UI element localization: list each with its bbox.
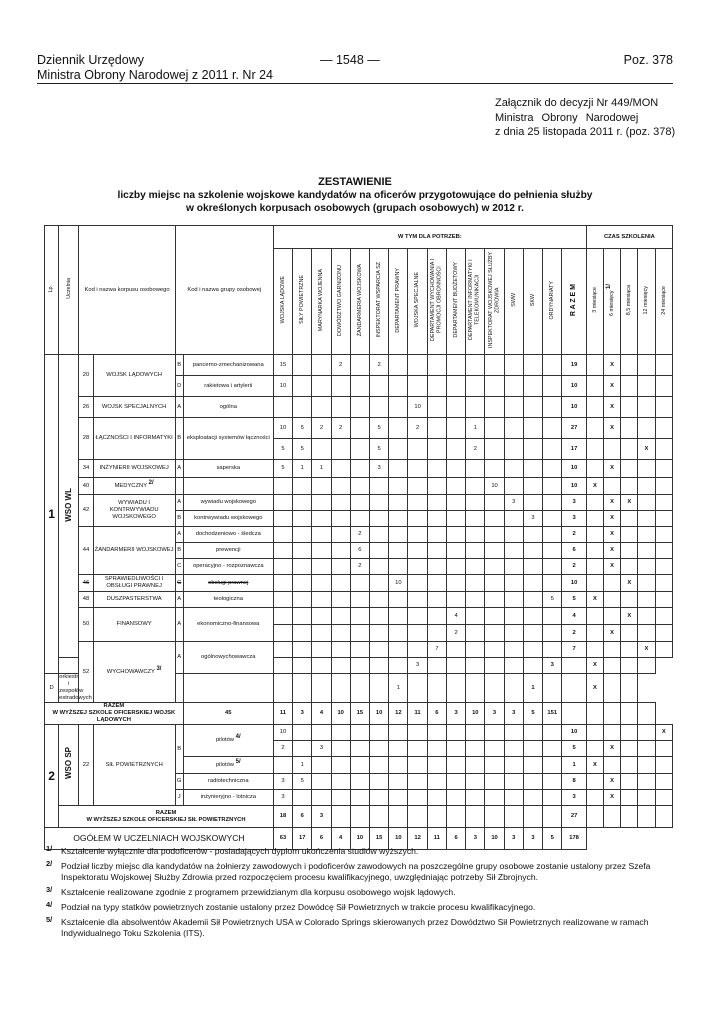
footnote: 1/ Kształcenie wyłącznie dla podoficerów - posiadających dyplom ukończenia studiów wyższych. bbox=[46, 844, 419, 856]
annex-line-2: Ministra Obrony Narodowej bbox=[495, 111, 639, 124]
x-mark: X bbox=[586, 757, 603, 774]
korpus-name: ŻANDARMERII WOJSKOWEJ bbox=[93, 527, 175, 575]
x-mark: X bbox=[603, 741, 620, 757]
row-total: 10 bbox=[562, 575, 586, 592]
header-w-tym: W TYM DLA POTRZEB: bbox=[273, 226, 586, 249]
row-total: 8 bbox=[562, 774, 586, 790]
korpus-code: 34 bbox=[79, 460, 93, 478]
cell-value: 10 bbox=[273, 725, 292, 741]
group-code: D bbox=[45, 674, 59, 703]
group-code: D bbox=[175, 376, 183, 397]
x-mark: X bbox=[603, 355, 620, 376]
subtotal-value: 4 bbox=[312, 703, 331, 725]
row-total: 2 bbox=[562, 625, 586, 642]
subtotal-value: 10 bbox=[331, 703, 350, 725]
cell-value: 1 bbox=[293, 757, 312, 774]
group-code: C bbox=[175, 559, 183, 575]
subtotal-label: RAZEM W WYŻSZEJ SZKOLE OFICERSKIEJ WOJSK LĄDOWYCH bbox=[45, 703, 184, 725]
cell-value: 2 bbox=[331, 418, 350, 439]
x-mark: X bbox=[603, 543, 620, 559]
x-mark: X bbox=[603, 495, 620, 511]
group-name: pilotów 4/ bbox=[183, 725, 273, 757]
header-grupa: Kod i nazwa grupy osobowej bbox=[175, 226, 273, 355]
cell-value: 2 bbox=[350, 559, 369, 575]
need-header: MARYNARKA WOJENNA bbox=[312, 249, 331, 355]
need-header: DEPARTAMENT BUDŻETOWY bbox=[446, 249, 465, 355]
table-row bbox=[45, 397, 673, 418]
need-header: ORDYNARIATY bbox=[543, 249, 562, 355]
row-total: 6 bbox=[562, 543, 586, 559]
group-name: ogólnowychowawcza bbox=[183, 642, 273, 674]
cell-value: 2 bbox=[466, 439, 485, 460]
subtotal-total: 27 bbox=[562, 806, 586, 828]
korpus-code: 44 bbox=[79, 527, 93, 575]
table-row bbox=[45, 478, 673, 495]
cell-value: 2 bbox=[446, 625, 465, 642]
subtotal-value: 10 bbox=[370, 703, 389, 725]
x-mark: X bbox=[603, 625, 620, 642]
row-total: 3 bbox=[562, 495, 586, 511]
subtotal-value: 6 bbox=[293, 806, 312, 828]
subtotal-value: 3 bbox=[504, 703, 523, 725]
row-total: 3 bbox=[562, 790, 586, 806]
row-total: 10 bbox=[562, 376, 586, 397]
korpus-code: 20 bbox=[79, 355, 93, 397]
cell-value: 2 bbox=[273, 741, 292, 757]
grand-total-label: OGÓŁEM W UCZELNIACH WOJSKOWYCH bbox=[45, 828, 274, 850]
cell-value: 3 bbox=[370, 460, 389, 478]
need-header: DEPARTAMENT INFORMATYKI I TELEKOMUNIKACJI bbox=[466, 249, 485, 355]
table-row bbox=[45, 575, 673, 592]
total-value: 11 bbox=[427, 828, 446, 850]
table-row bbox=[45, 460, 673, 478]
x-mark: X bbox=[621, 608, 638, 625]
header-lp: Lp. bbox=[45, 226, 59, 355]
x-mark: X bbox=[603, 460, 620, 478]
subtotal-value: 15 bbox=[350, 703, 369, 725]
korpus-code: 28 bbox=[79, 418, 93, 460]
korpus-code: 22 bbox=[79, 725, 93, 806]
cell-value: 3 bbox=[273, 790, 292, 806]
uni-wso-sp: WSO SP bbox=[59, 725, 79, 806]
row-total: 19 bbox=[562, 355, 586, 376]
group-code: B bbox=[175, 543, 183, 559]
duration-header: 8,5 miesiąca bbox=[621, 249, 638, 355]
header-czas: CZAS SZKOLENIA bbox=[586, 226, 672, 249]
group-code: G bbox=[175, 774, 183, 790]
row-total: 10 bbox=[562, 460, 586, 478]
subtotal-value: 3 bbox=[312, 806, 331, 828]
x-mark: X bbox=[603, 527, 620, 543]
korpus-code: 46 bbox=[79, 575, 93, 592]
group-name: radiotechniczna bbox=[183, 774, 273, 790]
korpus-name: WYWIADU I KONTRWYWIADU WOJSKOWEGO bbox=[93, 495, 175, 527]
duration-header: 24 miesiące bbox=[655, 249, 672, 355]
annex-line-3: z dnia 25 listopada 2011 r. (poz. 378) bbox=[495, 126, 676, 139]
total-value: 17 bbox=[293, 828, 312, 850]
footnote: 2/ Podział liczby miejsc dla kandydatów na żołnierzy zawodowych i podoficerów zawodowych na poszczególne grupy osobowe zostanie ustalony przez Szefa Inspektoratu Wojskowej Służby Zdrowia przed rozpoczęciem procesu kwalifikacyjnego, uwzględniając potrzeby Sił Zbrojnych. bbox=[46, 859, 651, 882]
table-row bbox=[45, 592, 673, 608]
korpus-name: MEDYCZNY 2/ bbox=[93, 478, 175, 495]
total-value: 3 bbox=[523, 828, 542, 850]
cell-value: 5 bbox=[293, 439, 312, 460]
group-name: orkiestr i zespołów estradowych bbox=[59, 674, 92, 701]
group-name: operacyjno - rozpoznawcza bbox=[183, 559, 273, 575]
group-name: inżynieryjno - lotnicza bbox=[183, 790, 273, 806]
group-code: B bbox=[175, 418, 183, 460]
row-total: 10 bbox=[562, 397, 586, 418]
total-value: 5 bbox=[543, 828, 562, 850]
cell-value: 5 bbox=[273, 460, 292, 478]
x-mark: X bbox=[603, 418, 620, 439]
group-name: wywiadu wojskowego bbox=[183, 495, 273, 511]
cell-value: 15 bbox=[273, 355, 292, 376]
x-mark: X bbox=[586, 478, 603, 495]
need-header: INSPEKTORAT WSPARCIA SZ bbox=[370, 249, 389, 355]
cell-value: 6 bbox=[350, 543, 369, 559]
total-value: 10 bbox=[350, 828, 369, 850]
total-value: 15 bbox=[370, 828, 389, 850]
row-total: 3 bbox=[562, 511, 586, 527]
cell-value: 5 bbox=[293, 418, 312, 439]
subtotal-total: 151 bbox=[543, 703, 562, 725]
title-sub-2: w określonych korpusach osobowych (grupach osobowych) w 2012 r. bbox=[186, 203, 524, 214]
header-korpus: Kod i nazwa korpusu osobowego bbox=[79, 226, 175, 355]
cell-value: 3 bbox=[504, 495, 523, 511]
group-name: teologiczna bbox=[183, 592, 273, 608]
cell-value: 10 bbox=[389, 575, 408, 592]
korpus-name: FINANSOWY bbox=[93, 608, 175, 642]
duration-header: 3 miesiące bbox=[586, 249, 603, 355]
table-row bbox=[45, 527, 673, 543]
document-title bbox=[37, 176, 673, 215]
x-mark: X bbox=[586, 658, 603, 674]
allocation-table bbox=[44, 225, 673, 850]
subtotal-value: 3 bbox=[485, 703, 504, 725]
row-total: 7 bbox=[562, 642, 586, 658]
title-sub-1: liczby miejsc na szkolenie wojskowe kandydatów na oficerów przygotowujące do pełnienia służby bbox=[117, 190, 593, 201]
subtotal-value: 11 bbox=[408, 703, 427, 725]
need-header: DEPARTAMENT WYCHOWANIA I PROMOCJI OBRONNOŚCI bbox=[427, 249, 446, 355]
total-value: 63 bbox=[273, 828, 292, 850]
group-code: A bbox=[175, 608, 183, 642]
cell-value: 10 bbox=[408, 397, 427, 418]
duration-header: 6 miesięcy 1/ bbox=[603, 249, 620, 355]
group-code: A bbox=[175, 642, 183, 674]
need-header: SKW bbox=[523, 249, 542, 355]
page-number: — 1548 — bbox=[320, 53, 380, 67]
row-total: 1 bbox=[523, 674, 542, 703]
subtotal-value: 3 bbox=[446, 703, 465, 725]
journal-line-2: Ministra Obrony Narodowej z 2011 r. Nr 24 bbox=[37, 68, 273, 82]
subtotal-value: 12 bbox=[389, 703, 408, 725]
cell-value: 2 bbox=[370, 355, 389, 376]
x-mark: X bbox=[603, 511, 620, 527]
cell-value: 3 bbox=[273, 774, 292, 790]
x-mark: X bbox=[586, 592, 603, 608]
subtotal-value: 45 bbox=[183, 703, 273, 725]
group-name: rakietowa i artylerii bbox=[183, 376, 273, 397]
group-code: A bbox=[175, 460, 183, 478]
row-total: 2 bbox=[562, 527, 586, 543]
total-value: 6 bbox=[312, 828, 331, 850]
x-mark: X bbox=[603, 397, 620, 418]
group-code: A bbox=[175, 397, 183, 418]
table-row bbox=[45, 355, 673, 376]
korpus-code: 42 bbox=[79, 495, 93, 527]
total-value: 3 bbox=[504, 828, 523, 850]
row-total: 10 bbox=[562, 478, 586, 495]
row-total: 10 bbox=[562, 725, 586, 741]
korpus-code: 52 bbox=[79, 642, 93, 703]
lp-1: 1 bbox=[45, 355, 59, 674]
korpus-name: INŻYNIERII WOJSKOWEJ bbox=[93, 460, 175, 478]
korpus-name: SIŁ POWIETRZNYCH bbox=[93, 725, 175, 806]
group-name: dochodzeniowo - śledcza bbox=[183, 527, 273, 543]
group-name: saperska bbox=[183, 460, 273, 478]
korpus-code: 50 bbox=[79, 608, 93, 642]
korpus-name: WOJSK SPECJALNYCH bbox=[93, 397, 175, 418]
group-name: ekonomiczno-finansowa bbox=[183, 608, 273, 642]
subtotal-value: 6 bbox=[427, 703, 446, 725]
korpus-code: 40 bbox=[79, 478, 93, 495]
group-code: B bbox=[175, 355, 183, 376]
need-header: ŻANDARMERIA WOJSKOWA bbox=[350, 249, 369, 355]
subtotal-label: RAZEM W WYŻSZEJ SZKOLE OFICERSKIEJ SIŁ POWIETRZNYCH bbox=[59, 806, 274, 828]
group-name: kontrwywiadu wojskowego bbox=[183, 511, 273, 527]
x-mark: X bbox=[603, 376, 620, 397]
x-mark: X bbox=[603, 774, 620, 790]
table-row bbox=[45, 495, 673, 511]
group-code: B bbox=[175, 511, 183, 527]
cell-value: 1 bbox=[293, 460, 312, 478]
x-mark: X bbox=[638, 439, 655, 460]
annex-block bbox=[495, 96, 675, 140]
cell-value: 5 bbox=[370, 418, 389, 439]
subtotal-value: 3 bbox=[293, 703, 312, 725]
table-row bbox=[45, 642, 673, 658]
row-total: 5 bbox=[562, 592, 586, 608]
korpus-name: DUSZPASTERSTWA bbox=[93, 592, 175, 608]
table-row bbox=[45, 725, 673, 741]
group-name: prewencji bbox=[183, 543, 273, 559]
header-rule bbox=[37, 83, 673, 84]
total-value: 12 bbox=[408, 828, 427, 850]
footnote: 4/ Podział na typy statków powietrznych zostanie ustalony przez Dowódcę Sił Powietrznych w trakcie procesu kwalifikacyjnego. bbox=[46, 900, 536, 912]
row-total: 17 bbox=[562, 439, 586, 460]
cell-value: 10 bbox=[273, 418, 292, 439]
row-total: 3 bbox=[543, 658, 562, 674]
cell-value: 4 bbox=[446, 608, 465, 625]
x-mark: X bbox=[586, 674, 603, 703]
cell-value: 5 bbox=[370, 439, 389, 460]
cell-value: 10 bbox=[273, 376, 292, 397]
group-code: A bbox=[175, 527, 183, 543]
cell-value: 2 bbox=[312, 418, 331, 439]
group-name: eksploatacji systemów łączności bbox=[183, 418, 273, 460]
cell-value: 2 bbox=[408, 418, 427, 439]
group-code: B bbox=[175, 725, 183, 774]
x-mark: X bbox=[621, 495, 638, 511]
subtotal-value: 11 bbox=[273, 703, 292, 725]
total-value: 4 bbox=[331, 828, 350, 850]
row-total: 1 bbox=[562, 757, 586, 774]
row-total: 5 bbox=[562, 741, 586, 757]
group-name: obsługi prawnej bbox=[183, 575, 273, 592]
row-total: 27 bbox=[562, 418, 586, 439]
korpus-name: SPRAWIEDLIWOŚCI I OBSŁUGI PRAWNEJ bbox=[93, 575, 175, 592]
cell-value: 10 bbox=[485, 478, 504, 495]
need-header: WOJSKA SPECJALNE bbox=[408, 249, 427, 355]
cell-value: 3 bbox=[408, 658, 427, 674]
cell-value: 3 bbox=[523, 511, 542, 527]
header-uczelnia: Uczelnia bbox=[59, 226, 79, 355]
group-code: A bbox=[175, 495, 183, 511]
journal-line-1: Dziennik Urzędowy bbox=[37, 53, 144, 67]
group-name: ogólna bbox=[183, 397, 273, 418]
lp-2: 2 bbox=[45, 725, 59, 828]
cell-value: 1 bbox=[389, 674, 408, 703]
cell-value: 1 bbox=[466, 418, 485, 439]
row-total: 2 bbox=[562, 559, 586, 575]
razem-header: R A Z E M bbox=[562, 249, 586, 355]
need-header: WOJSKA LĄDOWE bbox=[273, 249, 292, 355]
need-header: INSPEKTORAT WOJSKOWEJ SŁUŻBY ZDROWIA bbox=[485, 249, 504, 355]
x-mark: X bbox=[655, 725, 672, 741]
total-value: 10 bbox=[485, 828, 504, 850]
korpus-name: WOJSK LĄDOWYCH bbox=[93, 355, 175, 397]
group-code: A bbox=[175, 592, 183, 608]
korpus-name: ŁĄCZNOŚCI I INFORMATYKI bbox=[93, 418, 175, 460]
footnote: 3/ Kształcenie realizowane zgodnie z programem przewidzianym dla korpusu osobowego wojsk lądowych. bbox=[46, 885, 456, 897]
subtotal-value: 18 bbox=[273, 806, 292, 828]
x-mark: X bbox=[603, 790, 620, 806]
journal-title bbox=[37, 53, 273, 83]
korpus-code: 48 bbox=[79, 592, 93, 608]
x-mark: X bbox=[638, 642, 655, 658]
total-value: 6 bbox=[446, 828, 465, 850]
position-number: Poz. 378 bbox=[623, 53, 673, 67]
title-main: ZESTAWIENIE bbox=[318, 176, 392, 188]
table-row bbox=[45, 608, 673, 625]
subtotal-row-wso-sp bbox=[45, 806, 673, 828]
footnote: 5/ Kształcenie dla absolwentów Akademii Sił Powietrznych USA w Colorado Springs skierowanych przez Dowództwo Sił Powietrznych realizowane w ramach Indywidualnego Toku Szkolenia (ITS). bbox=[46, 915, 649, 938]
x-mark: X bbox=[621, 575, 638, 592]
total-value: 3 bbox=[466, 828, 485, 850]
cell-value: 2 bbox=[350, 527, 369, 543]
korpus-name: WYCHOWAWCZY 3/ bbox=[93, 642, 175, 703]
cell-value: 3 bbox=[312, 741, 331, 757]
x-mark: X bbox=[603, 559, 620, 575]
need-header: DEPARTAMENT PRAWNY bbox=[389, 249, 408, 355]
total-value: 10 bbox=[389, 828, 408, 850]
cell-value: 5 bbox=[293, 774, 312, 790]
subtotal-row-wso-wl bbox=[45, 703, 673, 725]
cell-value: 1 bbox=[312, 460, 331, 478]
group-name: pilotów 5/ bbox=[183, 757, 273, 774]
subtotal-value: 5 bbox=[523, 703, 542, 725]
cell-value: 7 bbox=[427, 642, 446, 658]
cell-value: 5 bbox=[273, 439, 292, 460]
subtotal-value: 10 bbox=[466, 703, 485, 725]
cell-value: 2 bbox=[331, 355, 350, 376]
uni-wso-wl: WSO WL bbox=[59, 355, 79, 658]
group-code: J bbox=[175, 790, 183, 806]
korpus-code: 26 bbox=[79, 397, 93, 418]
need-header: SWW bbox=[504, 249, 523, 355]
need-header: SIŁY POWIETRZNE bbox=[293, 249, 312, 355]
cell-value: 5 bbox=[543, 592, 562, 608]
footnotes bbox=[44, 846, 673, 943]
group-name: pancerno-zmechanizowana bbox=[183, 355, 273, 376]
group-code: C bbox=[175, 575, 183, 592]
table-row bbox=[45, 418, 673, 439]
grand-total: 178 bbox=[562, 828, 586, 850]
duration-header: 12 miesięcy bbox=[638, 249, 655, 355]
annex-line-1: Załącznik do decyzji Nr 449/MON bbox=[495, 97, 659, 109]
need-header: DOWÓDZTWO GARNIZONU bbox=[331, 249, 350, 355]
row-total: 4 bbox=[562, 608, 586, 625]
